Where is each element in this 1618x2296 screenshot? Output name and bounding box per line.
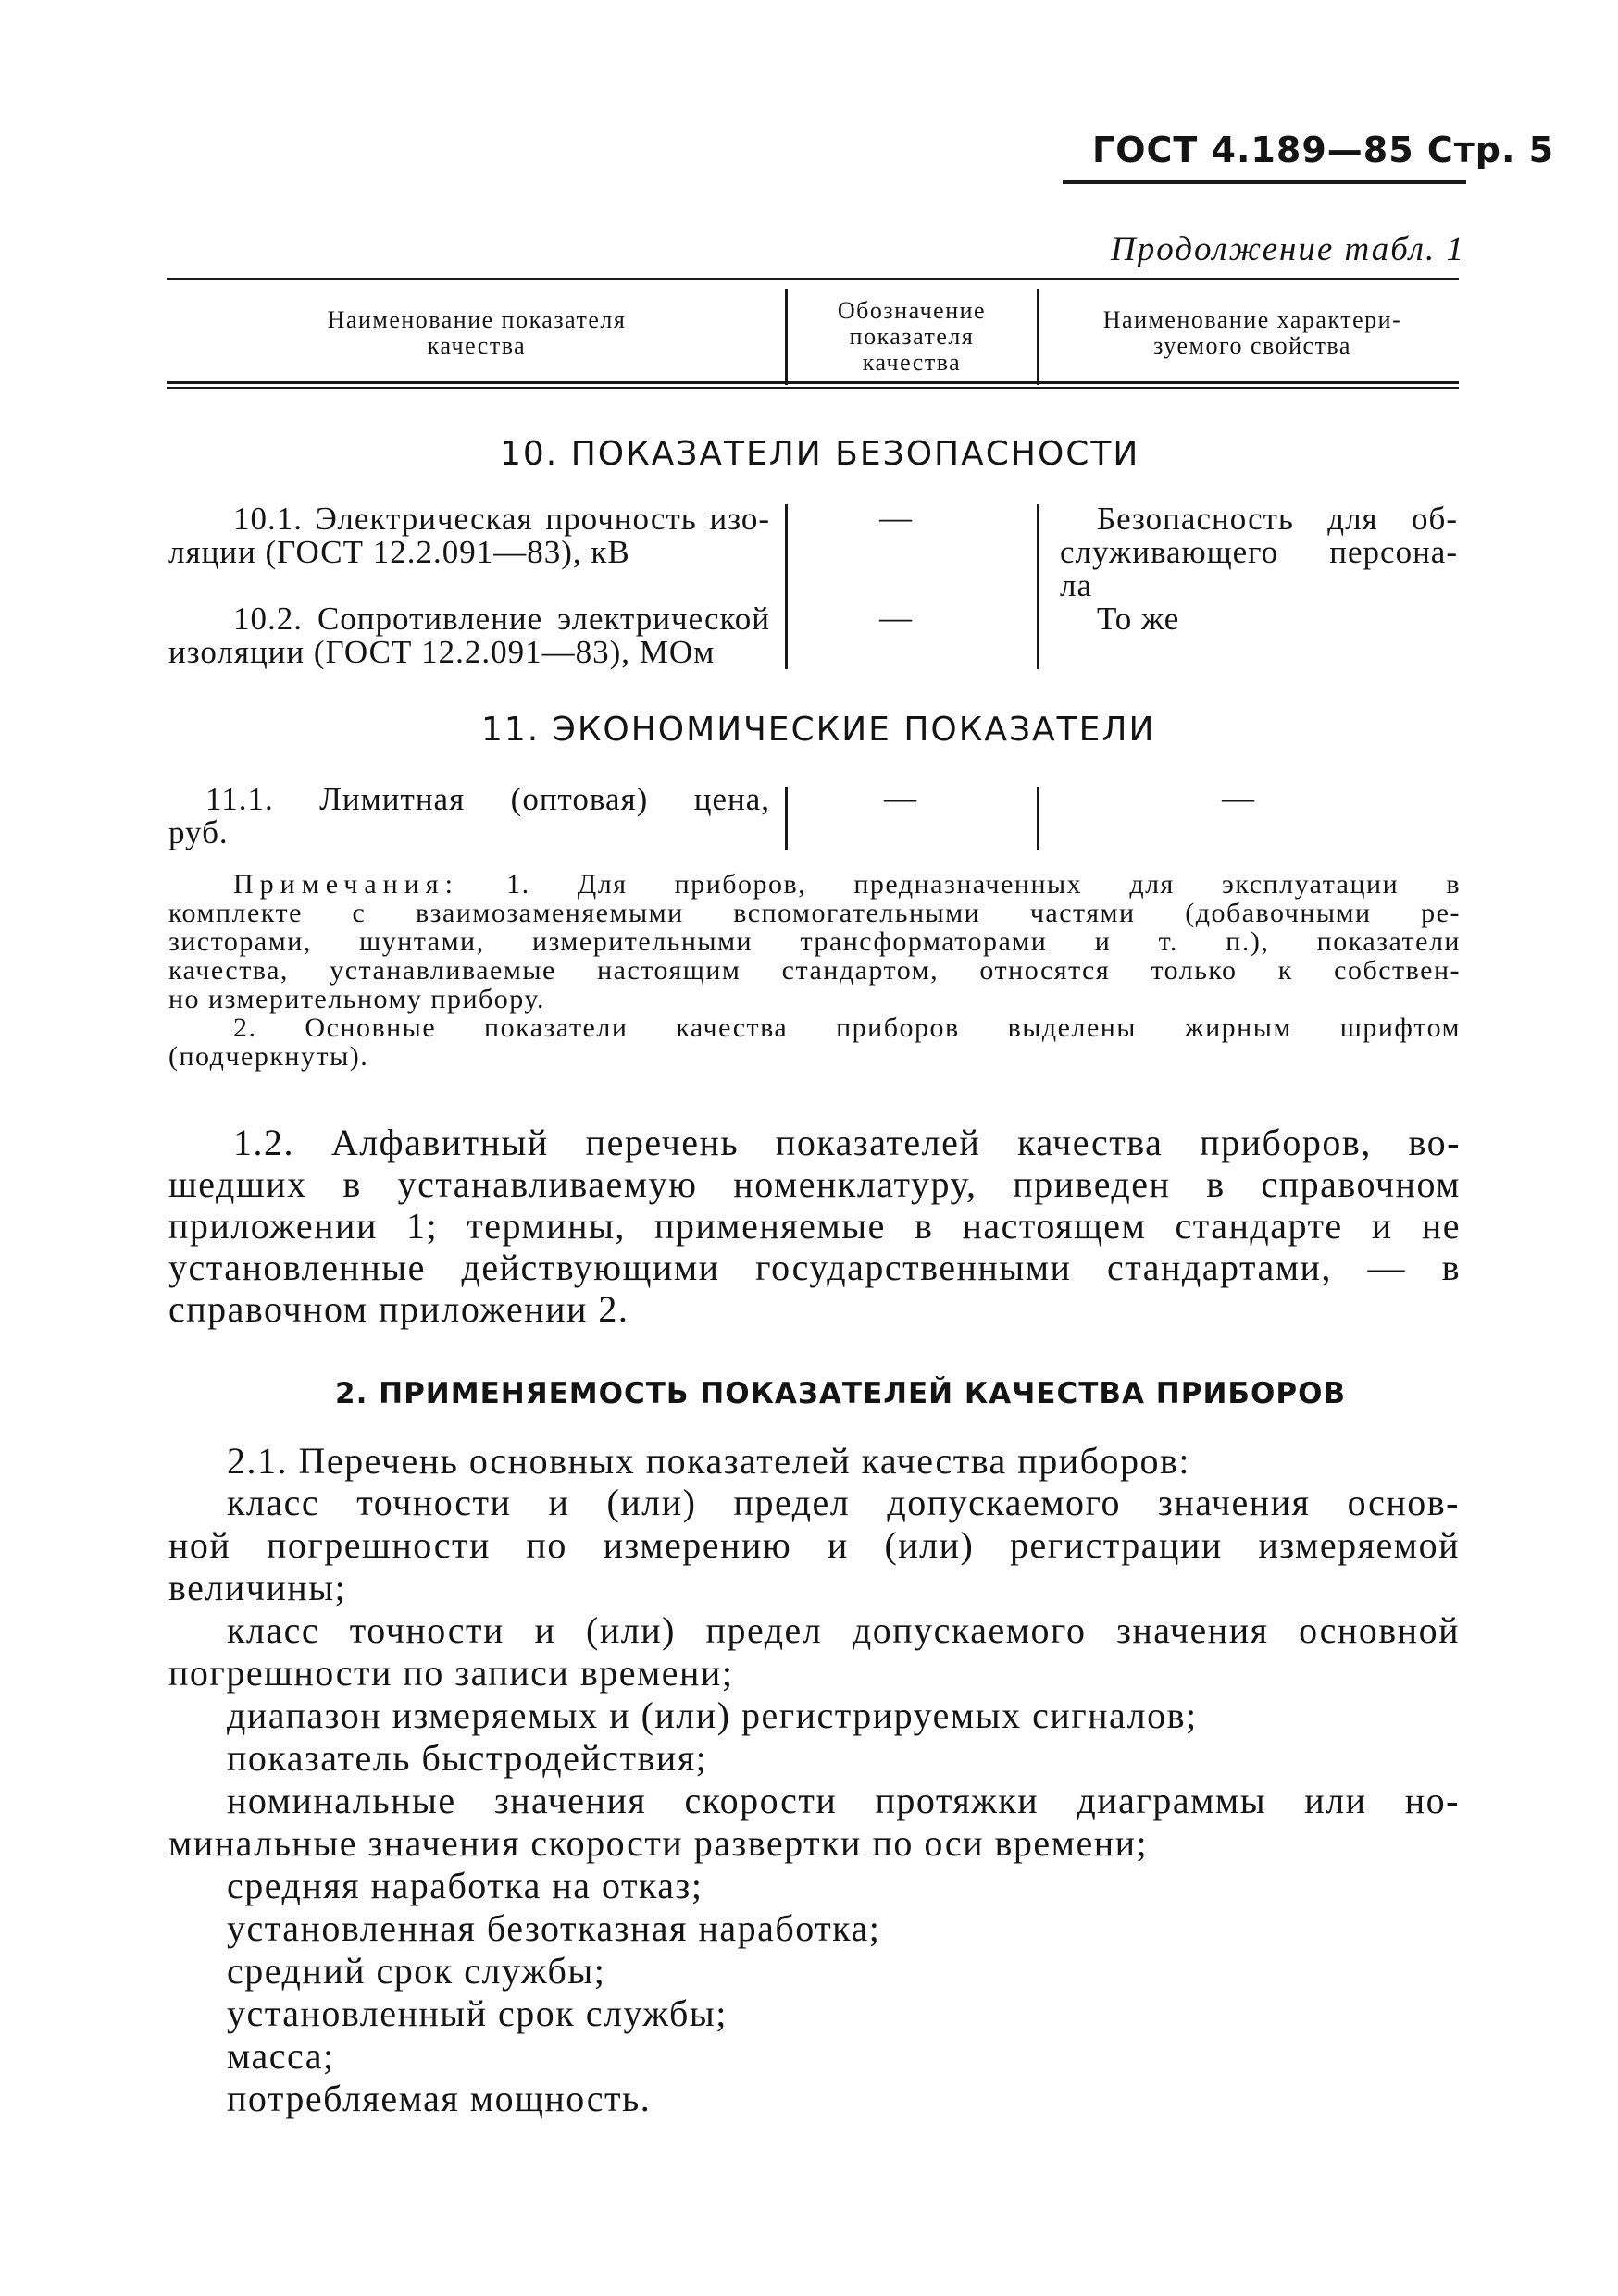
table-row-10-2-name: 10.2. Сопротивление электрической изоляции (ГОСТ 12.2.091—83), МОм xyxy=(168,601,770,670)
list-item-8: средний срок службы; xyxy=(227,1950,606,1992)
table-row-10-2-designation: — xyxy=(879,600,912,636)
section-title-safety: 10. ПОКАЗАТЕЛИ БЕЗОПАСНОСТИ xyxy=(500,435,1140,473)
list-item-2-line-2: погрешности по записи времени; xyxy=(168,1652,734,1694)
list-item-3: диапазон измеряемых и (или) регистрируемых сигналов; xyxy=(227,1694,1198,1736)
list-item-1-line-2: ной погрешности по измерению и (или) регистрации измеряемой xyxy=(168,1524,1460,1566)
list-item-5-line-1: номинальные значения скорости протяжки диаграммы или но- xyxy=(227,1780,1460,1821)
note-1-line-3: зисторами, шунтами, измерительными трансформаторами и т. п.), показатели xyxy=(168,926,1461,957)
list-item-1-line-3: величины; xyxy=(168,1567,347,1608)
document-header: ГОСТ 4.189—85 Стр. 5 xyxy=(1092,130,1555,170)
clause-1-2: 1.2. Алфавитный перечень показателей качества приборов, во- шедших в устанавливаемую номенклатуру, приведен в справочном приложении 1; термины, применяемые в настоящем стандарте и не установленные действующими государственными стандартами, — в справочном приложении 2. xyxy=(168,1122,1461,1330)
notes-label: Примечания: xyxy=(233,869,459,900)
list-item-9: установленный срок службы; xyxy=(227,1992,728,2034)
table-row-11-1-property: — xyxy=(1222,780,1254,816)
table-row-10-1-property: Безопасность для об- служивающего персона- ла xyxy=(1060,501,1458,603)
table-continuation-label: Продолжение табл. 1 xyxy=(1111,230,1466,268)
table-row-10-1-designation: — xyxy=(879,500,912,536)
list-item-6: средняя наработка на отказ; xyxy=(227,1865,703,1906)
table-row-11-1-name: 11.1. Лимитная (оптовая) цена, руб. xyxy=(168,781,770,850)
column-header-name: Наименование показателя качества xyxy=(327,306,627,359)
note-1-line-4: качества, устанавливаемые настоящим стандартом, относятся только к собствен- xyxy=(168,955,1461,986)
list-item-1-line-1: класс точности и (или) предел допускаемого значения основ- xyxy=(227,1482,1460,1523)
chapter-title: 2. ПРИМЕНЯЕМОСТЬ ПОКАЗАТЕЛЕЙ КАЧЕСТВА ПРИБОРОВ xyxy=(335,1377,1347,1410)
list-item-5-line-2: минальные значения скорости развертки по оси времени; xyxy=(168,1822,1149,1864)
list-item-11: потребляемая мощность. xyxy=(227,2078,652,2119)
note-2-line-2: (подчеркнуты). xyxy=(168,1041,369,1072)
section-title-economic: 11. ЭКОНОМИЧЕСКИЕ ПОКАЗАТЕЛИ xyxy=(481,711,1156,749)
table-row-10-1-name: 10.1. Электрическая прочность изо- ляции (ГОСТ 12.2.091—83), кВ xyxy=(168,501,770,570)
list-item-2-line-1: класс точности и (или) предел допускаемого значения основной xyxy=(227,1609,1460,1651)
note-1-line-1: 1. Для приборов, предназначенных для эксплуатации в xyxy=(506,869,1461,900)
column-header-property: Наименование характери- зуемого свойства xyxy=(1102,306,1402,359)
clause-2-1-intro: 2.1. Перечень основных показателей качества приборов: xyxy=(227,1440,1190,1482)
list-item-7: установленная безотказная наработка; xyxy=(227,1907,881,1949)
table-row-11-1-designation: — xyxy=(884,780,916,816)
list-item-4: показатель быстродействия; xyxy=(227,1737,708,1779)
note-1-line-2: комплекте с взаимозаменяемыми вспомогательными частями (добавочными ре- xyxy=(168,898,1461,928)
column-header-designation: Обозначение показателя качества xyxy=(837,297,987,376)
list-item-10: масса; xyxy=(227,2035,335,2077)
note-2-line-1: 2. Основные показатели качества приборов выделены жирным шрифтом xyxy=(233,1012,1461,1043)
note-1-line-5: но измерительному прибору. xyxy=(168,984,545,1014)
table-row-10-2-property: То же xyxy=(1097,601,1180,637)
